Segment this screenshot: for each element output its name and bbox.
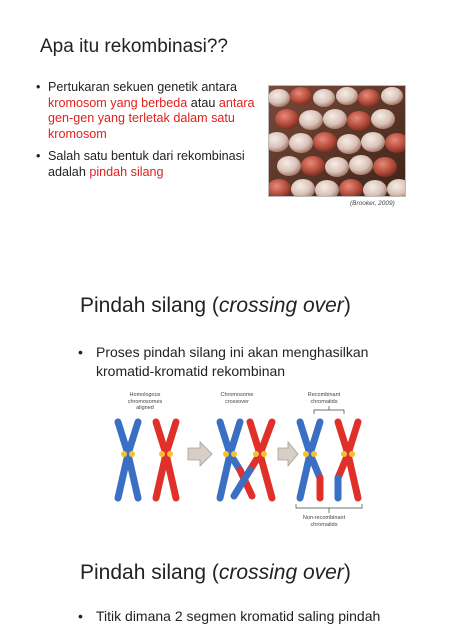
slide1-title: Apa itu rekombinasi?? [40, 36, 228, 57]
slide3-bullet-1: • Titik dimana 2 segmen kromatid saling pindah [78, 607, 438, 626]
label-homologous-aligned: Homologous chromosomes aligned [127, 392, 163, 411]
label-recombinant-chromatids: Recombinant chromatids [307, 392, 341, 405]
crossing-over-diagram [100, 390, 380, 530]
slide2-title: Pindah silang (crossing over) [80, 294, 351, 317]
highlight-text: kromosom yang berbeda [48, 95, 188, 110]
corn-kernels-photo [268, 85, 406, 197]
highlight-text: antara gen-gen yang terletak dalam satu kromosom [48, 95, 255, 141]
slide1-bullet-list [36, 80, 266, 188]
label-nonrecombinant-chromatids: Non-recombinant chromatids [302, 515, 346, 528]
slide1-bullet-1: • Pertukaran sekuen genetik antara kromosom yang berbeda atau antara gen-gen yang terletak dalam satu kromosom [36, 80, 266, 142]
label-chromosome-crossover: Chromosome crossover [220, 392, 254, 405]
highlight-text: pindah silang [89, 164, 164, 179]
slide2-bullet-list [78, 343, 418, 381]
crossing-over-graphic [100, 390, 380, 530]
slide1-bullet-2: • Salah satu bentuk dari rekombinasi adalah pindah silang [36, 149, 266, 180]
slide2-bullet-1: • Proses pindah silang ini akan menghasilkan kromatid-kromatid rekombinan [78, 343, 418, 381]
slide3-title: Pindah silang (crossing over) [80, 561, 351, 584]
photo-caption: (Brooker, 2009) [350, 200, 395, 207]
slide3-bullet-list [78, 607, 438, 626]
